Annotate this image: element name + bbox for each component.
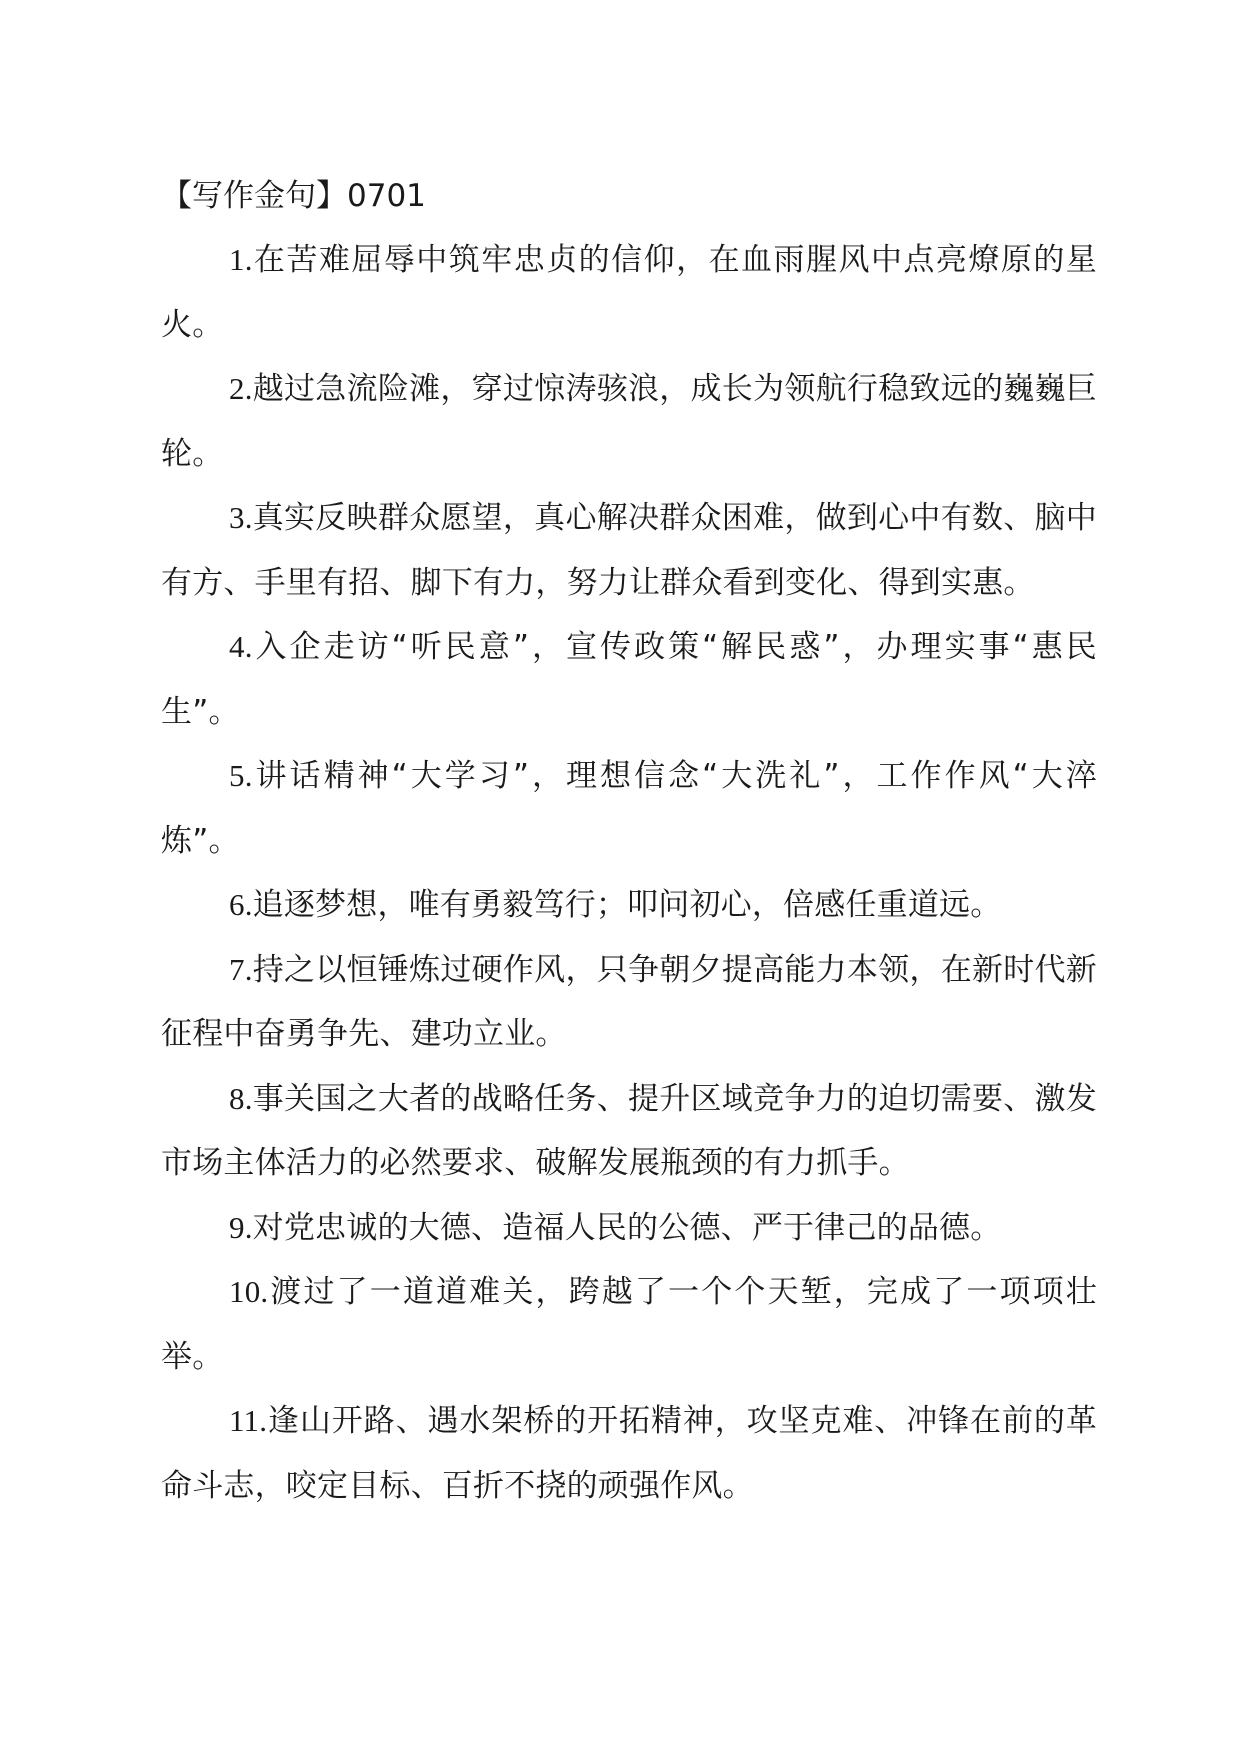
item-text: 渡过了一道道难关，跨越了一个个天堑，完成了一项项壮举。 [161,1274,1097,1375]
item-text: 入企走访“听民意”，宣传政策“解民惑”，办理实事“惠民生”。 [161,629,1097,730]
list-item [161,486,1097,615]
item-number: 1. [229,242,253,277]
list-item [161,1260,1097,1389]
item-text: 逢山开路、遇水架桥的开拓精神，攻坚克难、冲锋在前的革命斗志，咬定目标、百折不挠的顽强作风。 [161,1403,1097,1504]
item-text: 对党忠诚的大德、造福人民的公德、严于律己的品德。 [252,1209,1002,1246]
list-item [161,1067,1097,1196]
list-item [161,938,1097,1067]
item-text: 事关国之大者的战略任务、提升区域竞争力的迫切需要、激发市场主体活力的必然要求、破解发展瓶颈的有力抓手。 [161,1080,1097,1181]
item-number: 9. [229,1209,253,1245]
item-number: 4. [229,629,253,664]
item-text: 追逐梦想，唯有勇毅笃行；叩问初心，倍感任重道远。 [252,887,1002,923]
document-body [161,164,1097,1518]
item-number: 6. [229,887,253,922]
item-text: 在苦难屈辱中筑牢忠贞的信仰，在血雨腥风中点亮燎原的星火。 [161,242,1097,343]
list-item [161,228,1097,357]
list-item [161,744,1097,873]
list-item [161,1196,1097,1261]
item-number: 7. [229,951,253,987]
list-item [161,357,1097,486]
list-item [161,873,1097,938]
document-title: 【写作金句】0701 [161,178,426,214]
item-number: 5. [229,758,253,793]
item-text: 真实反映群众愿望，真心解决群众困难，做到心中有数、脑中有方、手里有招、脚下有力，努力让群众看到变化、得到实惠。 [161,500,1097,601]
item-number: 10. [229,1274,269,1309]
list-item [161,615,1097,744]
list-item [161,1389,1097,1518]
item-text: 讲话精神“大学习”，理想信念“大洗礼”，工作作风“大淬炼”。 [161,758,1097,859]
item-text: 持之以恒锤炼过硬作风，只争朝夕提高能力本领，在新时代新征程中奋勇争先、建功立业。 [161,951,1097,1052]
item-number: 3. [229,500,253,535]
item-number: 8. [229,1080,253,1116]
item-number: 2. [229,371,253,406]
item-text: 越过急流险滩，穿过惊涛骇浪，成长为领航行稳致远的巍巍巨轮。 [161,371,1097,472]
item-number: 11. [229,1403,268,1438]
